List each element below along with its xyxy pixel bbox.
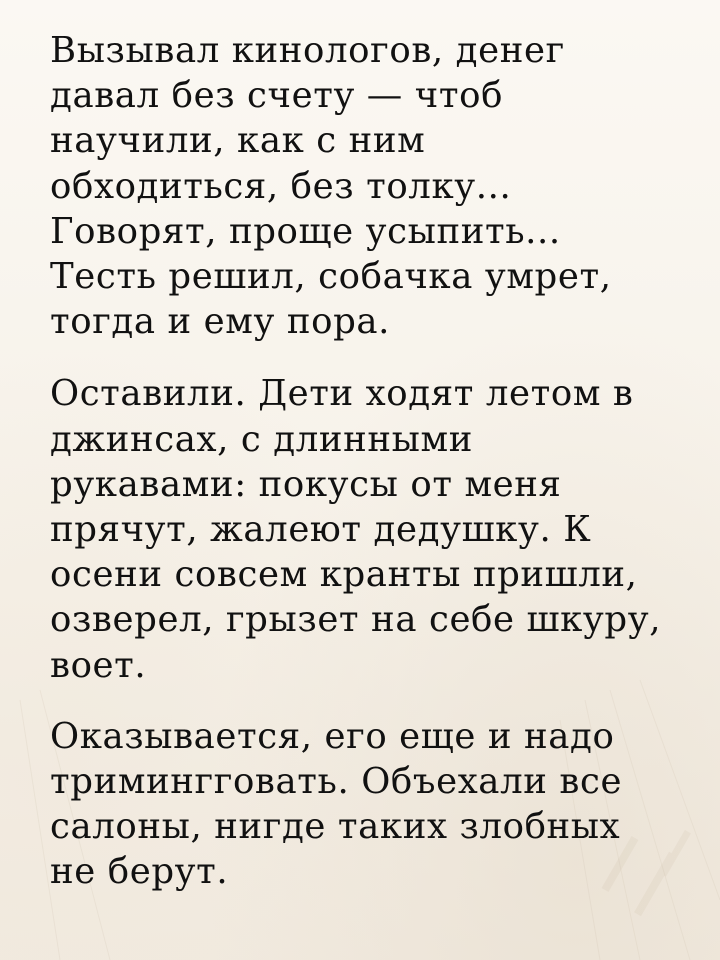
text-line: тримингговать. Объехали все bbox=[50, 761, 623, 803]
text-line: осени совсем кранты пришли, bbox=[50, 554, 638, 596]
text-line: Тесть решил, собачка умрет, bbox=[50, 256, 612, 298]
article-text bbox=[50, 28, 700, 895]
text-line: Оставили. Дети ходят летом в bbox=[50, 373, 634, 415]
paragraph-3 bbox=[50, 714, 700, 895]
text-line: научили, как с ним bbox=[50, 120, 426, 162]
text-line: Оказывается, его еще и надо bbox=[50, 715, 615, 757]
text-line: не берут. bbox=[50, 851, 229, 893]
text-line: Вызывал кинологов, денег bbox=[50, 30, 565, 71]
text-line: салоны, нигде таких злобных bbox=[50, 806, 621, 848]
text-line: рукавами: покусы от меня bbox=[50, 463, 562, 505]
text-line: Говорят, проще усыпить... bbox=[50, 210, 561, 252]
paragraph-2 bbox=[50, 371, 700, 687]
text-line: джинсах, с длинными bbox=[50, 418, 473, 460]
text-line: давал без счету — чтоб bbox=[50, 75, 504, 117]
text-line: прячут, жалеют дедушку. К bbox=[50, 509, 592, 551]
text-line: обходиться, без толку... bbox=[50, 165, 512, 207]
text-line: воет. bbox=[50, 644, 147, 686]
text-line: озверел, грызет на себе шкуру, bbox=[50, 599, 662, 641]
text-line: тогда и ему пора. bbox=[50, 301, 391, 343]
paragraph-1 bbox=[50, 28, 700, 344]
